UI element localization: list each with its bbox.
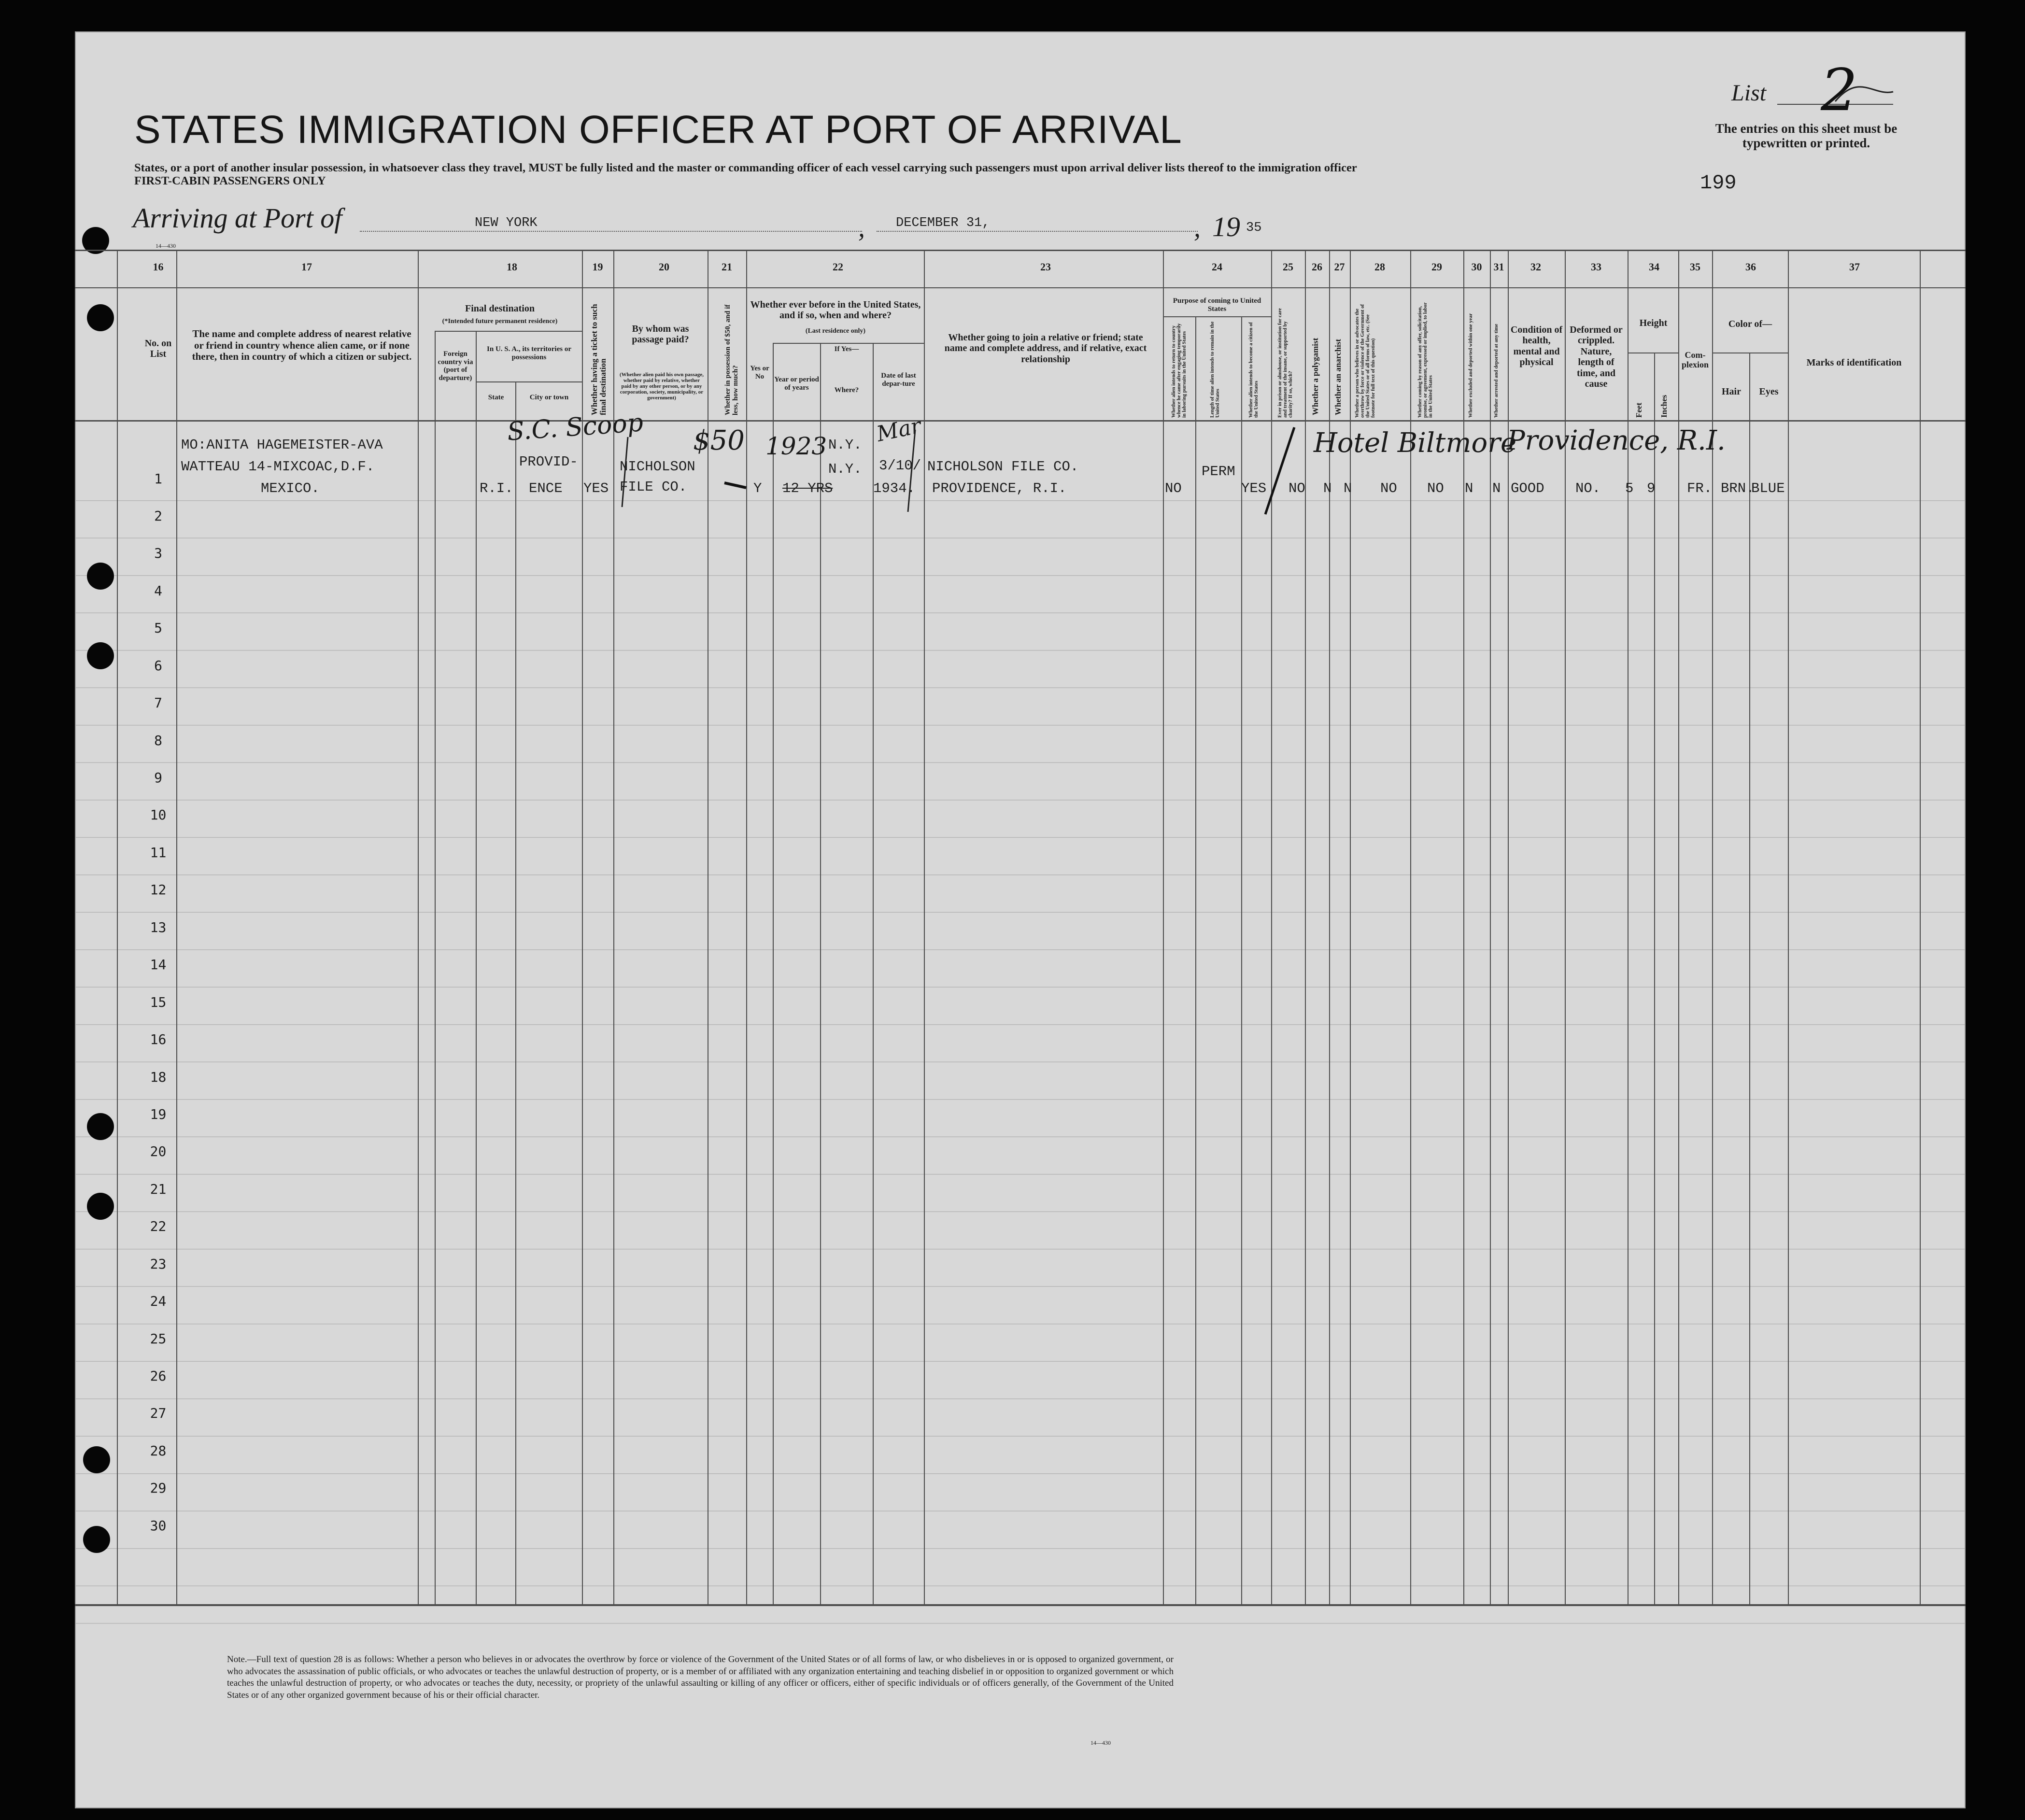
- typewritten-note: The entries on this sheet must be typewritten or printed.: [1715, 121, 1898, 150]
- col-number: 26: [1312, 261, 1322, 273]
- citizen-value: YES: [1241, 480, 1267, 496]
- col-number: 28: [1374, 261, 1385, 273]
- col17-header: The name and complete address of nearest relative or friend in country whence alien came, or if none there, then in country of which a citizen or subject.: [192, 328, 412, 363]
- row-number: 27: [150, 1405, 167, 1421]
- length-value: PERM: [1202, 464, 1235, 480]
- col22-ifyes-header: If Yes—: [834, 345, 859, 353]
- hair-value: BRN.: [1721, 480, 1755, 496]
- where-line2: N.Y.: [828, 461, 862, 477]
- row-number: 11: [150, 845, 167, 861]
- col18-city-header: City or town: [529, 394, 569, 401]
- row-number: 23: [150, 1256, 167, 1272]
- col28-header: Whether a person who believes in or advocates the overthrow by force or violence of the Government of the United States or of all forms of law, etc. (See footnote for full text of this question): [1355, 304, 1376, 418]
- col19-header: Whether having a ticket to such final destination: [590, 304, 608, 415]
- depart-line1: 3/10/: [879, 458, 921, 474]
- ticket-value: YES: [583, 480, 609, 496]
- col-number: 27: [1334, 261, 1345, 273]
- row-number: 20: [150, 1143, 167, 1159]
- col31-header: Whether arrested and deported at any time: [1494, 324, 1499, 418]
- port-value: NEW YORK: [475, 216, 538, 230]
- col-number: 17: [301, 261, 312, 273]
- q28-value: NO: [1380, 480, 1397, 496]
- row-number: 21: [150, 1181, 167, 1197]
- col24-return-header: Whether alien intends to return to country whence he came after engaging temporarily in laboring pursuits in the United States: [1171, 323, 1188, 418]
- passage-line2: FILE CO.: [620, 479, 687, 495]
- row-number: 1: [154, 471, 162, 487]
- anarchist-value: N: [1344, 480, 1352, 496]
- comma: ,: [1194, 213, 1201, 243]
- col30-header: Whether excluded and deported within one year: [1468, 313, 1473, 418]
- col-number: 31: [1493, 261, 1504, 273]
- col-number: 19: [592, 261, 603, 273]
- q30-value: N: [1465, 480, 1473, 496]
- footnote-code: 14—430: [1090, 1739, 1111, 1746]
- handwritten-annotation: $50: [693, 425, 745, 456]
- col25-header: Ever in prison or almshouse, or institution for care and treatment of the insane, or supported by charity? If so, which?: [1277, 308, 1294, 418]
- comma: ,: [858, 213, 865, 243]
- col-number: 23: [1040, 261, 1051, 273]
- row-number: 3: [154, 545, 162, 561]
- footnote: Note.—Full text of question 28 is as follows: Whether a person who believes in or advocates the overthrow by force or violence of the Government of the United States or of all forms of law, or who disbelieves in or is opposed to organized government, or who advocates the assassination of public officials, or who advocates or teaches the unlawful destruction of property, or is a member of or affiliated with any organization entertaining and teaching disbelief in or opposition to organized government or which teaches the unlawful destruction of property, or who advocates or teaches the duty, necessity, or propriety of the unlawful assaulting or killing of any officer or officers, either of specific individuals or of officers generally, of the Government of the United States or of any other organized government because of his or their official character.: [227, 1654, 1174, 1701]
- row-number: 19: [150, 1106, 167, 1122]
- col24-title: Purpose of coming to United States: [1173, 297, 1261, 313]
- col-number: 25: [1283, 261, 1293, 273]
- col-number: 22: [833, 261, 843, 273]
- year-suffix: 35: [1246, 221, 1262, 235]
- city-line1: PROVID-: [519, 454, 578, 470]
- city-line2: ENCE: [529, 480, 563, 496]
- port-label: Arriving at Port of: [133, 202, 342, 234]
- col21-header: Whether in possession of $50, and if less, how much?: [724, 304, 739, 415]
- where-line1: N.Y.: [828, 437, 862, 453]
- prison-value: NO: [1289, 480, 1305, 496]
- col22-subtitle: (Last residence only): [805, 327, 866, 335]
- col-number: 37: [1849, 261, 1860, 273]
- row-number: 22: [150, 1218, 167, 1234]
- col-number: 24: [1212, 261, 1222, 273]
- col34-title: Height: [1639, 318, 1668, 328]
- sheet-number: 199: [1700, 171, 1737, 195]
- col18-state-header: State: [488, 394, 504, 401]
- row-number: 25: [150, 1331, 167, 1347]
- relative-line2: WATTEAU 14-MIXCOAC,D.F.: [181, 459, 375, 475]
- col32-header: Condition of health, mental and physical: [1510, 324, 1563, 368]
- deformed-value: NO.: [1575, 480, 1601, 496]
- row-number: 10: [150, 807, 167, 823]
- health-value: GOOD: [1511, 480, 1544, 496]
- year-prefix: 19: [1212, 211, 1240, 242]
- row-number: 8: [154, 733, 162, 748]
- col16-header: No. on List: [144, 338, 172, 360]
- col34-feet-header: Feet: [1634, 402, 1643, 418]
- handwritten-annotation: S.C. Scoop: [506, 408, 644, 447]
- col26-header: Whether a polygamist: [1311, 338, 1320, 415]
- col22-where-header: Where?: [834, 386, 859, 394]
- col20-title: By whom was passage paid?: [632, 324, 689, 345]
- col-number: 33: [1591, 261, 1601, 273]
- row-number: 13: [150, 919, 167, 935]
- row-number: 24: [150, 1293, 167, 1309]
- relative-line3: MEXICO.: [261, 480, 320, 496]
- handwritten-annotation: 1923: [765, 432, 827, 460]
- handwritten-annotation: Hotel Biltmore: [1314, 427, 1517, 459]
- row-number: 30: [150, 1518, 167, 1534]
- col-number: 21: [722, 261, 732, 273]
- inches-value: 9: [1647, 480, 1656, 496]
- col24-length-header: Length of time alien intends to remain in the United States: [1210, 321, 1221, 418]
- row-number: 26: [150, 1368, 167, 1384]
- col22-title: Whether ever before in the United States, and if so, when and where?: [750, 299, 921, 321]
- col18-usa-header: In U. S. A., its territories or possessions: [487, 345, 571, 361]
- q29-value: NO: [1427, 480, 1444, 496]
- col33-header: Deformed or crippled. Nature, length of time, and cause: [1570, 324, 1623, 389]
- col22-yesno-header: Yes or No: [750, 365, 769, 381]
- feet-value: 5: [1625, 480, 1634, 496]
- col18-title: Final destination: [465, 303, 535, 314]
- col37-header: Marks of identification: [1806, 357, 1902, 368]
- join-line1: NICHOLSON FILE CO.: [927, 459, 1079, 475]
- col-number: 29: [1431, 261, 1442, 273]
- col34-inches-header: Inches: [1659, 395, 1669, 418]
- handwritten-annotation: Providence, R.I.: [1507, 425, 1726, 456]
- instructions-text: States, or a port of another insular possession, in whatsoever class they travel, MUST be fully listed and the master or commanding officer of each vessel carrying such passengers must upon arrival deliver lists thereof to the immigration officer: [134, 161, 1357, 174]
- col29-header: Whether coming by reason of any offer, solicitation, promise, or agreement, expressed or implied, to labor in the United States: [1417, 302, 1434, 418]
- row-number: 16: [150, 1031, 167, 1047]
- return-value: NO: [1165, 480, 1182, 496]
- page-title: STATES IMMIGRATION OFFICER AT PORT OF ARRIVAL: [134, 108, 1182, 152]
- row-number: 14: [150, 957, 167, 973]
- row-number: 12: [150, 882, 167, 898]
- q31-value: N: [1492, 480, 1501, 496]
- row-number: 5: [154, 620, 162, 636]
- col-number: 34: [1649, 261, 1659, 273]
- col-number: 30: [1471, 261, 1482, 273]
- complexion-value: FR.: [1687, 480, 1713, 496]
- depart-line2: 1934.: [873, 480, 916, 496]
- list-label: List: [1731, 80, 1767, 106]
- row-number: 2: [154, 508, 162, 524]
- join-line2: PROVIDENCE, R.I.: [932, 480, 1067, 496]
- col35-header: Com-plexion: [1681, 350, 1709, 370]
- col-number: 18: [507, 261, 517, 273]
- row-number: 4: [154, 583, 162, 599]
- col27-header: Whether an anarchist: [1333, 339, 1343, 415]
- col-number: 35: [1690, 261, 1700, 273]
- form-code: 14—430: [156, 242, 176, 249]
- col-number: 32: [1530, 261, 1541, 273]
- col23-header: Whether going to join a relative or friend; state name and complete address, and if relative, exact relationship: [944, 332, 1147, 365]
- col18-subtitle: (*Intended future permanent residence): [442, 318, 558, 325]
- col20-subtitle: (Whether alien paid his own passage, whether paid by relative, whether paid by any other person, or by any corporation, society, municipality, or government): [620, 372, 704, 401]
- col-number: 36: [1745, 261, 1756, 273]
- passage-line1: NICHOLSON: [620, 459, 695, 475]
- class-line: FIRST-CABIN PASSENGERS ONLY: [134, 174, 326, 187]
- row-number: 29: [150, 1480, 167, 1496]
- date-value: DECEMBER 31,: [896, 216, 990, 230]
- col-number: 16: [153, 261, 164, 273]
- state-value: R.I.: [480, 480, 513, 496]
- row-number: 7: [154, 695, 162, 711]
- row-number: 9: [154, 770, 162, 786]
- col36-hair-header: Hair: [1722, 386, 1741, 397]
- col18-foreign-header: Foreign country via (port of departure): [438, 350, 473, 382]
- relative-line1: MO:ANITA HAGEMEISTER-AVA: [181, 437, 383, 453]
- col22-date-header: Date of last depar-ture: [881, 372, 916, 388]
- handwritten-annotation: Mar: [874, 413, 923, 447]
- list-number: 2: [1821, 57, 1858, 124]
- row-number: 28: [150, 1443, 167, 1459]
- col36-eyes-header: Eyes: [1759, 386, 1779, 397]
- col-number: 20: [659, 261, 669, 273]
- col22-years-header: Year or period of years: [774, 376, 819, 392]
- polygamist-value: N: [1323, 480, 1332, 496]
- row-number: 6: [154, 658, 162, 674]
- row-number: 15: [150, 994, 167, 1010]
- col24-citizen-header: Whether alien intends to become a citizen of the United States: [1248, 322, 1260, 418]
- eyes-value: BLUE: [1751, 480, 1785, 496]
- row-number: 18: [150, 1069, 167, 1085]
- before-yesno-value: Y: [753, 480, 762, 496]
- col36-title: Color of—: [1728, 319, 1772, 329]
- before-period-value: 12 YRS: [782, 480, 833, 496]
